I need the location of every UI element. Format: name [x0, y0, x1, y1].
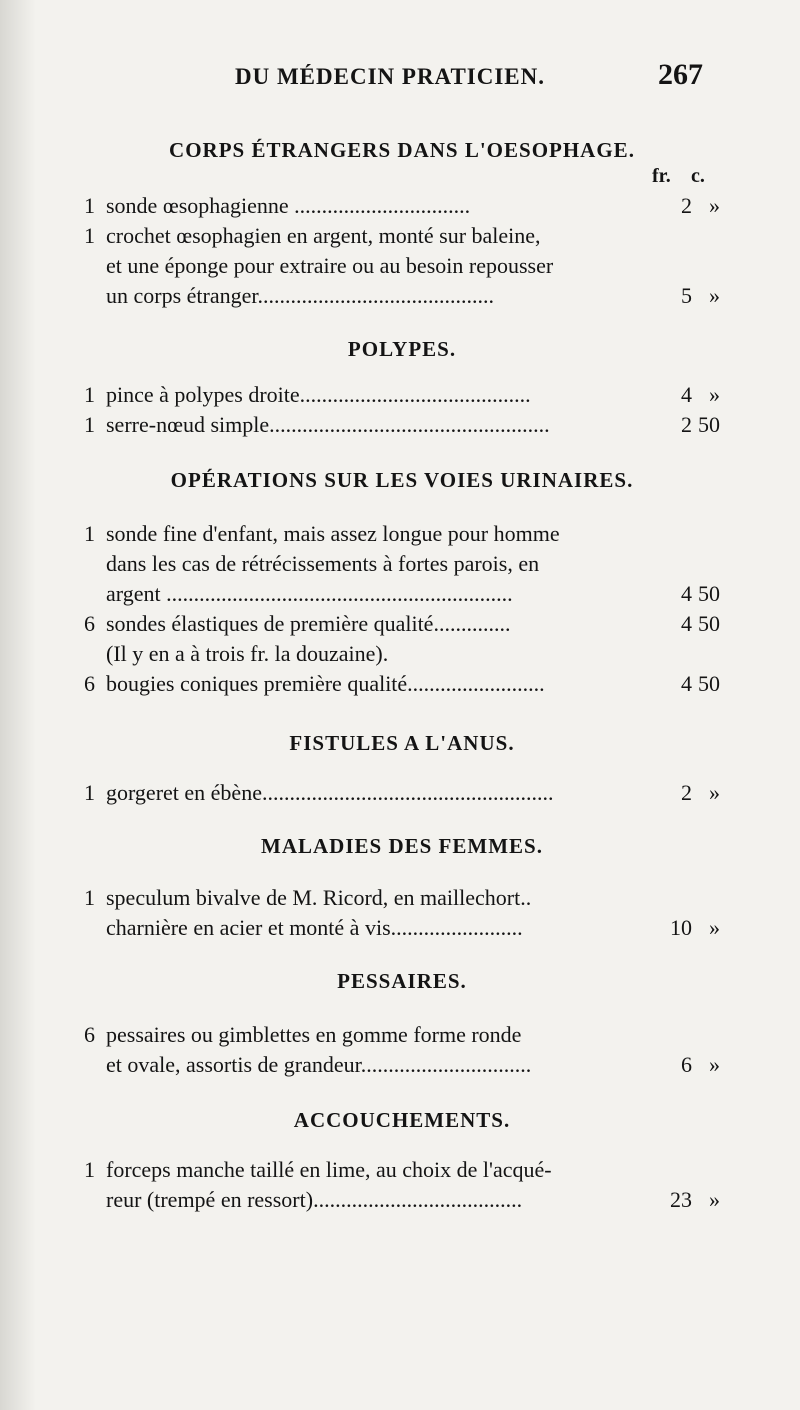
item-description — [106, 669, 626, 699]
description-line: pince à polypes droite.......................................... — [106, 382, 531, 407]
description-line: reur (trempé en ressort)...................................... — [106, 1187, 523, 1212]
description-line: (Il y en a à trois fr. la douzaine). — [106, 641, 389, 666]
item-quantity: 1 — [84, 223, 95, 248]
list-item — [84, 380, 720, 410]
price-centimes: » — [709, 283, 720, 308]
price-centimes: » — [709, 382, 720, 407]
price-francs: 4 — [681, 382, 692, 407]
list-item — [84, 1155, 720, 1215]
section-items — [84, 519, 720, 699]
section-heading: FISTULES A L'ANUS. — [289, 731, 515, 755]
price-centimes: » — [709, 915, 720, 940]
section-heading: POLYPES. — [347, 337, 457, 361]
page-number: 267 — [658, 58, 703, 91]
item-quantity: 1 — [84, 382, 95, 407]
description-line: bougies coniques première qualité......................... — [106, 671, 545, 696]
section-items — [84, 191, 720, 311]
item-quantity: 6 — [84, 611, 95, 636]
section-heading: CORPS ÉTRANGERS DANS L'OESOPHAGE. — [169, 138, 635, 162]
price-francs: 4 — [681, 671, 692, 696]
description-line: et une éponge pour extraire ou au besoin repousser — [106, 253, 554, 278]
description-line: serre-nœud simple................................................... — [106, 412, 550, 437]
item-quantity: 1 — [84, 412, 95, 437]
currency-units-header — [84, 165, 720, 191]
list-item — [84, 191, 720, 221]
section-heading: PESSAIRES. — [337, 969, 467, 993]
price-centimes: 50 — [698, 581, 720, 606]
item-quantity: 1 — [84, 521, 95, 546]
item-description — [106, 519, 626, 609]
price-francs: 2 — [681, 193, 692, 218]
price-francs: 6 — [681, 1052, 692, 1077]
description-line: pessaires ou gimblettes en gomme forme ronde — [106, 1022, 522, 1047]
section-heading: MALADIES DES FEMMES. — [261, 834, 543, 858]
price-centimes: » — [709, 1187, 720, 1212]
description-line: et ovale, assortis de grandeur............................... — [106, 1052, 532, 1077]
unit-centimes: c. — [691, 165, 705, 187]
section-items — [84, 380, 720, 440]
description-line: speculum bivalve de M. Ricord, en maillechort.. — [106, 885, 532, 910]
price-francs: 4 — [681, 581, 692, 606]
list-item — [84, 519, 720, 609]
list-item — [84, 669, 720, 699]
description-line: gorgeret en ébène..................................................... — [106, 780, 554, 805]
price-francs: 5 — [681, 283, 692, 308]
description-line: sonde œsophagienne ................................ — [106, 193, 471, 218]
unit-francs: fr. — [652, 165, 671, 187]
description-line: sonde fine d'enfant, mais assez longue pour homme — [106, 521, 560, 546]
description-line: un corps étranger........................................... — [106, 283, 494, 308]
price-francs: 2 — [681, 412, 692, 437]
section-items — [84, 1020, 720, 1080]
item-quantity: 1 — [84, 885, 95, 910]
section-heading: ACCOUCHEMENTS. — [293, 1108, 511, 1132]
price-francs: 23 — [670, 1187, 692, 1212]
section-items — [84, 778, 720, 808]
list-item — [84, 778, 720, 808]
price-francs: 2 — [681, 780, 692, 805]
section-items — [84, 1155, 720, 1215]
price-centimes: 50 — [698, 611, 720, 636]
description-line: charnière en acier et monté à vis........................ — [106, 915, 523, 940]
description-line: crochet œsophagien en argent, monté sur baleine, — [106, 223, 541, 248]
item-description — [106, 221, 626, 311]
description-line: forceps manche taillé en lime, au choix de l'acqué- — [106, 1157, 552, 1182]
description-line: argent ............................................................... — [106, 581, 513, 606]
description-line: dans les cas de rétrécissements à fortes parois, en — [106, 551, 540, 576]
item-description — [106, 883, 626, 943]
list-item — [84, 883, 720, 943]
item-description — [106, 609, 626, 669]
price-francs: 4 — [681, 611, 692, 636]
item-description — [106, 380, 626, 410]
price-centimes: 50 — [698, 412, 720, 437]
item-quantity: 6 — [84, 1022, 95, 1047]
section-heading: OPÉRATIONS SUR LES VOIES URINAIRES. — [170, 468, 634, 492]
item-quantity: 1 — [84, 780, 95, 805]
page-gutter-shadow — [0, 0, 36, 1410]
list-item — [84, 221, 720, 311]
price-list — [84, 130, 720, 1215]
item-description — [106, 191, 626, 221]
section-items — [84, 883, 720, 943]
item-description — [106, 1020, 626, 1080]
price-centimes: 50 — [698, 671, 720, 696]
description-line: sondes élastiques de première qualité.............. — [106, 611, 511, 636]
item-quantity: 6 — [84, 671, 95, 696]
price-centimes: » — [709, 1052, 720, 1077]
list-item — [84, 609, 720, 669]
running-head — [0, 58, 800, 98]
running-head-title: DU MÉDECIN PRATICIEN. — [235, 64, 546, 89]
list-item — [84, 410, 720, 440]
price-francs: 10 — [670, 915, 692, 940]
item-quantity: 1 — [84, 193, 95, 218]
list-item — [84, 1020, 720, 1080]
item-quantity: 1 — [84, 1157, 95, 1182]
price-centimes: » — [709, 193, 720, 218]
item-description — [106, 410, 626, 440]
price-centimes: » — [709, 780, 720, 805]
item-description — [106, 778, 626, 808]
item-description — [106, 1155, 626, 1215]
